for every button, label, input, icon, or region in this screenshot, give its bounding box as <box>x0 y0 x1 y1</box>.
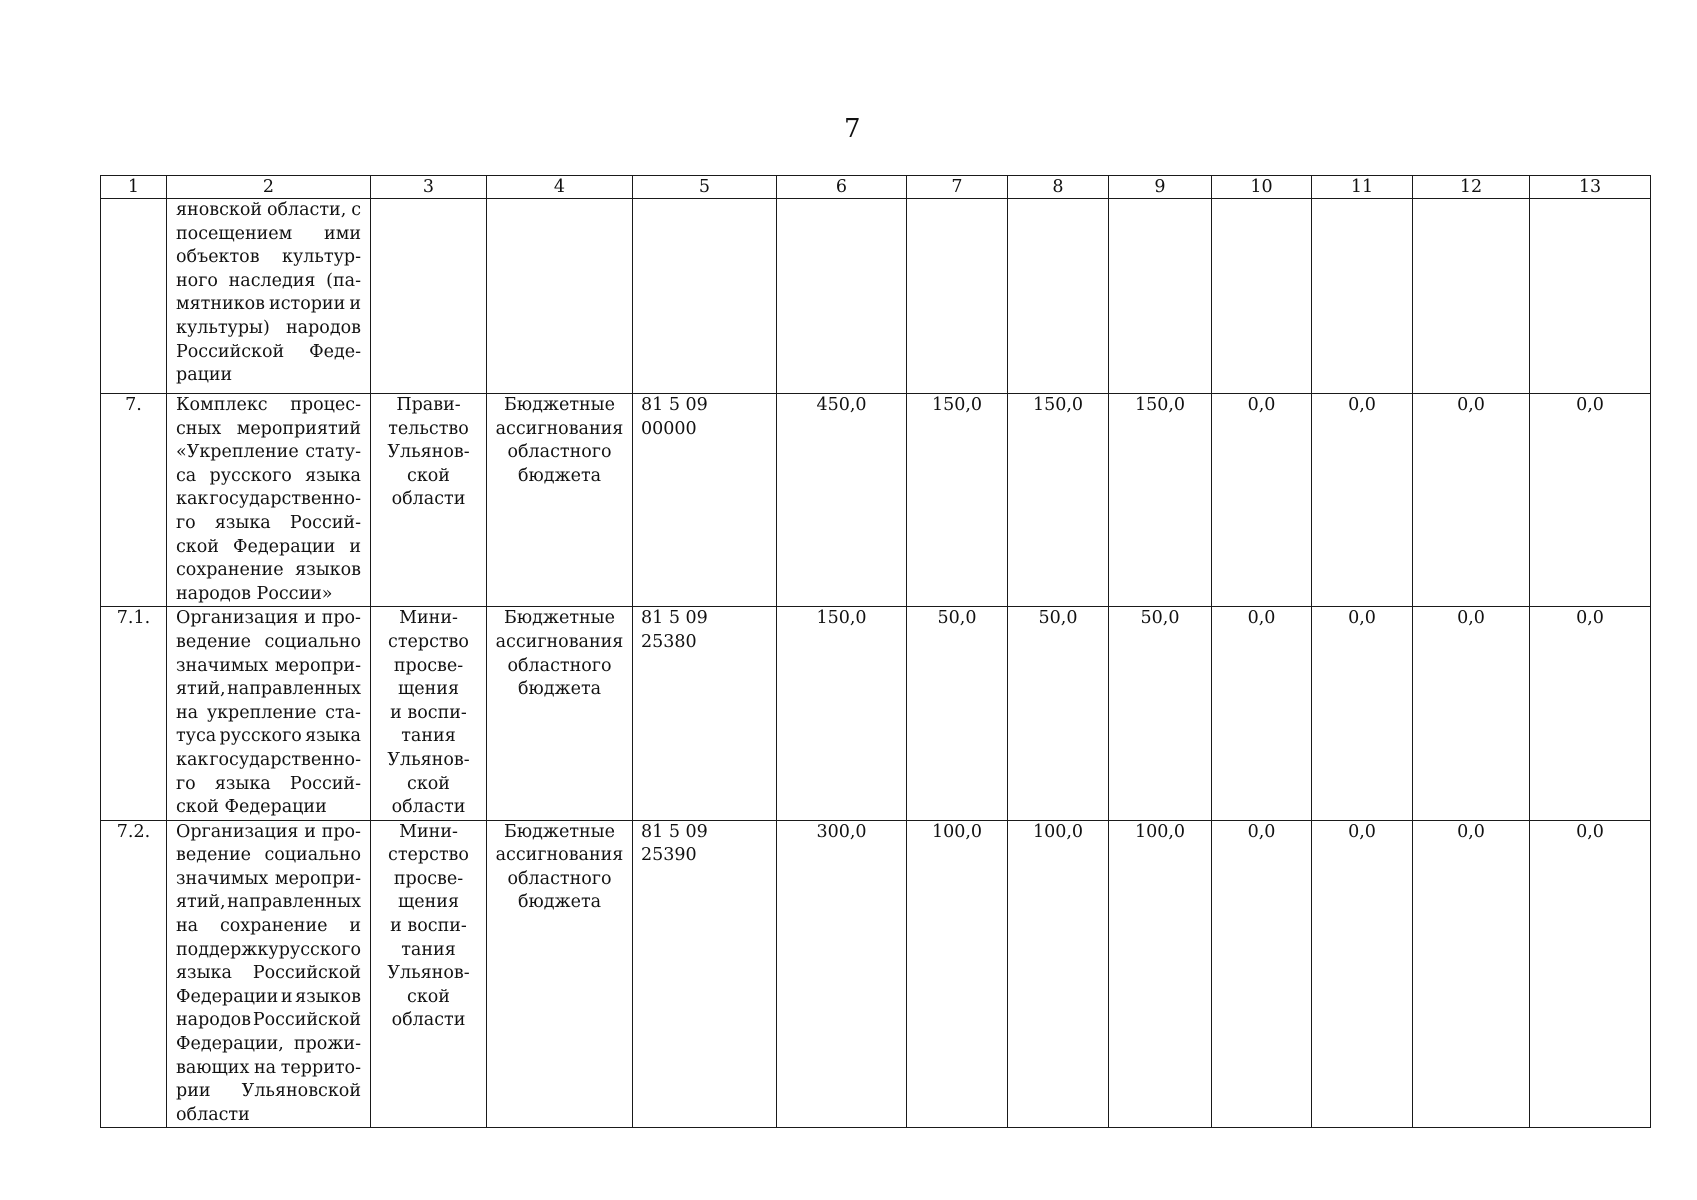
amount-value: 100,0 <box>1032 821 1084 842</box>
column-header: 2 <box>167 176 371 199</box>
table-row <box>101 199 1651 394</box>
funding-source-line: ассигнования <box>495 418 624 439</box>
measure-name-line: Федерации и языков <box>176 986 361 1007</box>
executor-line: тания <box>401 726 456 747</box>
budget-table <box>100 175 1651 1128</box>
measure-name-line: значимых меропри- <box>176 655 361 676</box>
amount-cell <box>1212 820 1312 1128</box>
funding-source-cell <box>487 394 633 607</box>
amount-value: 450,0 <box>816 395 867 415</box>
budget-code: 81 5 09 25380 <box>641 608 708 652</box>
measure-name-line: как государственно- <box>176 489 361 510</box>
amount-value: 50,0 <box>1038 608 1078 629</box>
executor-line: области <box>391 1010 466 1031</box>
measure-name-line: ятий, направленных <box>176 892 361 913</box>
measure-name-line: рации <box>176 365 233 386</box>
amount-cell <box>777 199 907 394</box>
executor-line: Прави- <box>396 395 461 415</box>
budget-code-cell <box>633 394 777 607</box>
amount-value: 0,0 <box>1457 395 1485 415</box>
executor-line: Мини- <box>399 608 458 629</box>
executor-line: щения <box>398 679 459 700</box>
measure-name-cell <box>167 394 371 607</box>
measure-name-line: са русского языка <box>176 465 361 486</box>
row-number: 7. <box>125 395 142 415</box>
executor-line: Ульянов- <box>387 963 470 984</box>
amount-value: 0,0 <box>1247 821 1276 842</box>
amount-cell <box>1109 199 1212 394</box>
measure-name-line: ведение социально <box>176 631 361 652</box>
column-header: 10 <box>1212 176 1312 199</box>
amount-cell <box>1109 820 1212 1128</box>
amount-cell <box>1413 820 1530 1128</box>
measure-name-line: народов России» <box>176 583 333 604</box>
column-header: 13 <box>1530 176 1651 199</box>
amount-value: 0,0 <box>1348 608 1376 629</box>
column-header: 12 <box>1413 176 1530 199</box>
row-number-cell <box>101 820 167 1128</box>
measure-name-line: туса русского языка <box>176 726 361 747</box>
row-number-cell <box>101 607 167 820</box>
funding-source-cell <box>487 820 633 1128</box>
amount-value: 150,0 <box>1032 395 1084 415</box>
column-header: 11 <box>1312 176 1413 199</box>
amount-cell <box>1413 394 1530 607</box>
amount-cell <box>777 394 907 607</box>
amount-cell <box>777 607 907 820</box>
executor-line: стерство <box>388 631 469 652</box>
funding-source-line: Бюджетные <box>504 821 615 842</box>
amount-cell <box>1530 820 1651 1128</box>
amount-cell <box>907 199 1008 394</box>
measure-name-line: объектов культур- <box>176 247 361 268</box>
amount-cell <box>1530 199 1651 394</box>
measure-name-line: вающих на террито- <box>176 1057 361 1078</box>
measure-name-line: ведение социально <box>176 845 361 866</box>
row-number-cell <box>101 199 167 394</box>
measure-name-line: Организация и про- <box>176 608 361 629</box>
amount-cell <box>1312 394 1413 607</box>
column-header: 5 <box>633 176 777 199</box>
funding-source-line: областного <box>507 868 612 889</box>
funding-source-line: ассигнования <box>495 631 624 652</box>
funding-source-line: Бюджетные <box>504 395 615 415</box>
measure-name-line: сохранение языков <box>176 560 361 581</box>
executor-cell <box>371 199 487 394</box>
amount-value: 0,0 <box>1457 608 1485 629</box>
executor-line: и воспи- <box>390 916 467 937</box>
funding-source-line: Бюджетные <box>504 608 615 629</box>
amount-cell <box>1008 607 1109 820</box>
measure-name-cell <box>167 820 371 1128</box>
measure-name-line: поддержку русского <box>176 939 361 960</box>
funding-source-line: областного <box>507 655 612 676</box>
table-row <box>101 607 1651 820</box>
column-header: 4 <box>487 176 633 199</box>
executor-line: Ульянов- <box>387 442 470 463</box>
measure-name-line: культуры) народов <box>176 317 361 338</box>
amount-cell <box>907 820 1008 1128</box>
executor-line: Мини- <box>399 821 458 842</box>
measure-name-line: значимых меропри- <box>176 868 361 889</box>
amount-value: 0,0 <box>1576 821 1604 842</box>
amount-cell <box>1109 394 1212 607</box>
executor-cell <box>371 820 487 1128</box>
amount-cell <box>777 820 907 1128</box>
executor-line: ской <box>407 773 450 794</box>
amount-cell <box>1312 199 1413 394</box>
amount-cell <box>907 394 1008 607</box>
amount-cell <box>1008 199 1109 394</box>
measure-name-line: народов Российской <box>176 1010 361 1031</box>
amount-value: 150,0 <box>1134 395 1186 415</box>
measure-name-line: ской Федерации и <box>176 536 361 557</box>
amount-cell <box>1109 607 1212 820</box>
measure-name-line: языка Российской <box>176 963 361 984</box>
measure-name-line: Федерации, прожи- <box>176 1034 361 1055</box>
amount-value: 0,0 <box>1348 395 1376 415</box>
funding-source-line: ассигнования <box>495 845 624 866</box>
amount-cell <box>907 607 1008 820</box>
amount-value: 100,0 <box>1134 821 1186 842</box>
row-number-cell <box>101 394 167 607</box>
executor-line: щения <box>398 892 459 913</box>
measure-name-line: как государственно- <box>176 749 361 770</box>
executor-line: и воспи- <box>390 702 467 723</box>
executor-line: просве- <box>393 868 464 889</box>
funding-source-line: областного <box>507 442 612 463</box>
executor-line: тания <box>401 939 456 960</box>
executor-cell <box>371 394 487 607</box>
funding-source-cell <box>487 607 633 820</box>
measure-name-line: яновской области, с <box>176 200 361 220</box>
budget-code: 81 5 09 25390 <box>641 821 708 866</box>
amount-cell <box>1530 607 1651 820</box>
row-number: 7.1. <box>116 608 151 629</box>
budget-code: 81 5 09 00000 <box>641 395 708 439</box>
measure-name-cell <box>167 607 371 820</box>
measure-name-line: сных мероприятий <box>176 418 361 439</box>
measure-name-line: Комплекс процес- <box>176 395 361 415</box>
budget-code-cell <box>633 607 777 820</box>
amount-value: 150,0 <box>816 608 867 629</box>
amount-value: 0,0 <box>1457 821 1485 842</box>
measure-name-cell <box>167 199 371 394</box>
measure-name-line: Российской Феде- <box>176 341 361 362</box>
amount-cell <box>1212 607 1312 820</box>
executor-line: области <box>391 489 466 510</box>
amount-value: 150,0 <box>931 395 983 415</box>
executor-line: области <box>391 797 466 818</box>
amount-cell <box>1530 394 1651 607</box>
measure-name-line: ской Федерации <box>176 797 327 818</box>
amount-cell <box>1212 199 1312 394</box>
measure-name-line: на сохранение и <box>176 916 361 937</box>
amount-value: 50,0 <box>1140 608 1180 629</box>
amount-value: 0,0 <box>1576 395 1604 415</box>
measure-name-line: «Укрепление стату- <box>176 442 361 463</box>
executor-cell <box>371 607 487 820</box>
amount-cell <box>1312 820 1413 1128</box>
executor-line: Ульянов- <box>387 749 470 770</box>
amount-cell <box>1008 394 1109 607</box>
amount-value: 0,0 <box>1247 608 1276 629</box>
amount-cell <box>1212 394 1312 607</box>
executor-line: ской <box>407 986 450 1007</box>
budget-code-cell <box>633 820 777 1128</box>
amount-value: 100,0 <box>931 821 983 842</box>
amount-value: 0,0 <box>1247 395 1276 415</box>
column-header: 6 <box>777 176 907 199</box>
page-number: 7 <box>844 114 861 144</box>
measure-name-line: области <box>176 1104 250 1125</box>
funding-source-line: бюджета <box>517 892 602 913</box>
column-header: 3 <box>371 176 487 199</box>
column-header: 8 <box>1008 176 1109 199</box>
amount-cell <box>1312 607 1413 820</box>
executor-line: просве- <box>393 655 464 676</box>
measure-name-line: на укрепление ста- <box>176 702 361 723</box>
table-row <box>101 820 1651 1128</box>
funding-source-line: бюджета <box>517 679 602 700</box>
amount-cell <box>1413 607 1530 820</box>
column-header: 9 <box>1109 176 1212 199</box>
measure-name-line: посещением ими <box>176 223 361 244</box>
executor-line: ской <box>407 465 450 486</box>
funding-source-line: бюджета <box>517 465 602 486</box>
executor-line: стерство <box>388 845 469 866</box>
amount-value: 0,0 <box>1576 608 1604 629</box>
amount-cell <box>1008 820 1109 1128</box>
measure-name-line: ного наследия (па- <box>176 270 361 291</box>
table-row <box>101 394 1651 607</box>
column-header: 1 <box>101 176 167 199</box>
funding-source-cell <box>487 199 633 394</box>
executor-line: тельство <box>388 418 469 439</box>
amount-cell <box>1413 199 1530 394</box>
row-number: 7.2. <box>116 821 151 842</box>
column-number-header-row <box>101 176 1651 199</box>
measure-name-line: ятий, направленных <box>176 679 361 700</box>
amount-value: 300,0 <box>816 821 867 842</box>
measure-name-line: мятников истории и <box>176 294 361 315</box>
amount-value: 0,0 <box>1348 821 1376 842</box>
amount-value: 50,0 <box>937 608 977 629</box>
measure-name-line: Организация и про- <box>176 821 361 842</box>
column-header: 7 <box>907 176 1008 199</box>
measure-name-line: рии Ульяновской <box>176 1081 361 1102</box>
measure-name-line: го языка Россий- <box>176 773 361 794</box>
budget-code-cell <box>633 199 777 394</box>
measure-name-line: го языка Россий- <box>176 512 361 533</box>
